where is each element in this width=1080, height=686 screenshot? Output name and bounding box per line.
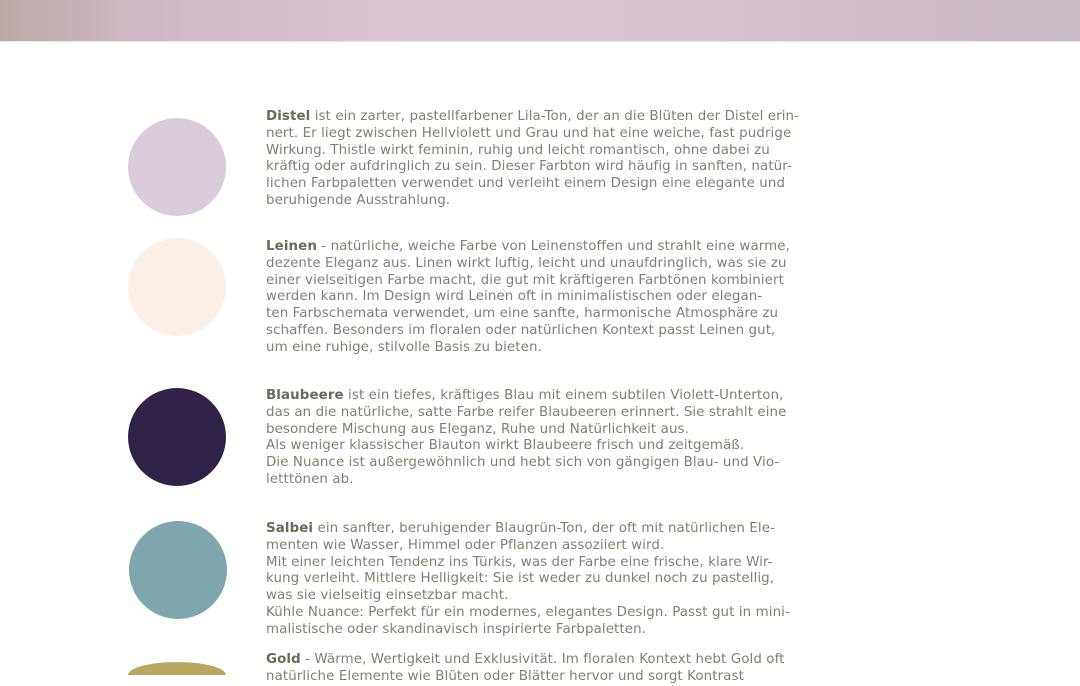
distel-line-5: lichen Farbpaletten verwendet und verleiht einem Design eine elegante und [266,176,786,192]
salbei-swatch [129,521,227,619]
blaubeere-line-2: das an die natürliche, satte Farbe reifer Blaubeeren erinnert. Sie strahlt eine [266,404,787,420]
leinen-line-3: einer vielseitigen Farbe macht, die gut mit kräftigeren Farbtönen kombiniert [266,272,784,288]
salbei-line-2: menten wie Wasser, Himmel oder Pflanzen assoziiert wird. [266,537,665,553]
salbei-line-4: kung verleiht. Mittlere Helligkeit: Sie ist weder zu dunkel noch zu pastellig, [266,571,775,587]
gold-line-2: natürliche Elemente wie Blüten oder Blätter hervor und sorgt Kontrast [266,668,744,684]
gold-description [266,652,811,684]
blaubeere-line-5: Die Nuance ist außergewöhnlich und hebt sich von gängigen Blau- und Vio- [266,455,780,471]
distel-swatch [128,118,226,216]
leinen-description [266,239,811,357]
blaubeere-line-3: besondere Mischung aus Eleganz, Ruhe und Natürlichkeit aus. [266,421,689,437]
salbei-line-5: was sie vielseitig einsetzbar macht. [266,588,509,604]
distel-line-3: Wirkung. Thistle wirkt feminin, ruhig und leicht romantisch, ohne dabei zu [266,142,770,158]
leinen-line-7: um eine ruhige, stilvolle Basis zu bieten. [266,339,542,355]
leinen-line-5: ten Farbschemata verwendet, um eine sanfte, harmonische Atmosphäre zu [266,306,779,322]
blaubeere-name: Blaubeere [266,388,344,403]
leinen-line-2: dezente Eleganz aus. Linen wirkt luftig, leicht und unaufdringlich, was sie zu [266,255,787,271]
leinen-line-1: Leinen - natürliche, weiche Farbe von Leinenstoffen und strahlt eine warme, [266,239,790,254]
salbei-line-6: Kühle Nuance: Perfekt für ein modernes, elegantes Design. Passt gut in mini- [266,604,790,620]
blaubeere-line-1: Blaubeere ist ein tiefes, kräftiges Blau mit einem subtilen Violett-Unterton, [266,388,784,403]
blaubeere-line-6: letttönen ab. [266,471,354,487]
salbei-line-1: Salbei ein sanfter, beruhigender Blaugrün-Ton, der oft mit natürlichen Ele- [266,521,775,536]
blaubeere-description [266,388,811,489]
distel-line-4: kräftig oder aufdringlich zu sein. Dieser Farbton wird häufig in sanften, natür- [266,159,792,175]
distel-line-6: beruhigende Ausstrahlung. [266,192,451,208]
salbei-description [266,521,811,639]
gold-line-1: Gold - Wärme, Wertigkeit und Exklusivität. Im floralen Kontext hebt Gold oft [266,652,785,667]
blaubeere-swatch [128,388,226,486]
leinen-line-4: werden kann. Im Design wird Leinen oft in minimalistischen oder elegan- [266,289,763,305]
salbei-line-3: Mit einer leichten Tendenz ins Türkis, was der Farbe eine frische, klare Wir- [266,554,773,570]
distel-description [266,109,811,210]
gold-name: Gold [266,652,301,667]
distel-line-2: nert. Er liegt zwischen Hellviolett und Grau und hat eine weiche, fast pudrige [266,125,792,141]
distel-name: Distel [266,109,311,124]
salbei-line-7: malistische oder skandinavisch inspirierte Farbpaletten. [266,621,647,637]
leinen-swatch [128,238,226,336]
blaubeere-line-4: Als weniger klassischer Blauton wirkt Blaubeere frisch und zeitgemäß. [266,438,745,454]
gold-swatch [128,662,226,675]
leinen-name: Leinen [266,239,317,254]
leinen-line-6: schaffen. Besonders im floralen oder natürlichen Kontext passt Leinen gut, [266,322,776,338]
distel-line-1: Distel ist ein zarter, pastellfarbener Lila-Ton, der an die Blüten der Distel erin- [266,109,800,124]
salbei-name: Salbei [266,521,314,536]
